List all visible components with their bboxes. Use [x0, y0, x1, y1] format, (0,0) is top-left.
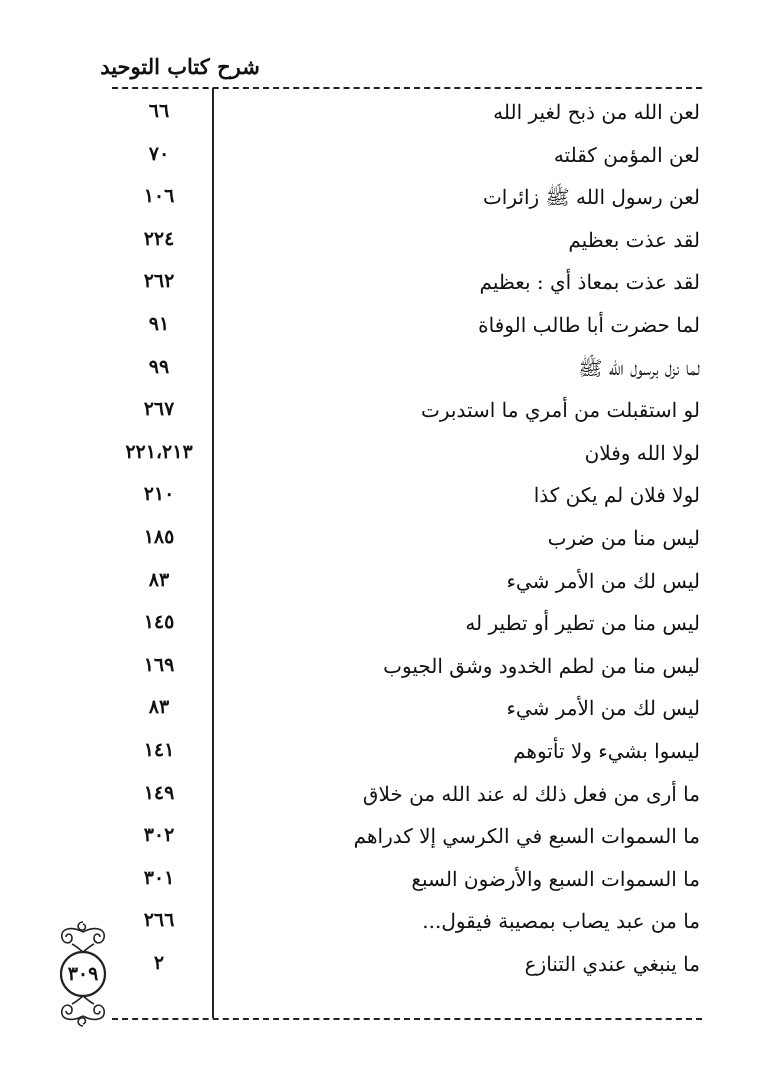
entry-text: ما ينبغي عندي التنازع: [524, 951, 700, 976]
entry-page-number: ٦٦: [148, 100, 170, 122]
page-header-title: شرح كتاب التوحيد: [100, 54, 260, 79]
entry-page-number: ١٠٦: [143, 185, 175, 208]
entry-text: ليس لك من الأمر شيء: [506, 568, 700, 593]
entry-text: ليس منا من ضرب: [547, 525, 700, 550]
page-number: ٣٠٩: [67, 963, 99, 985]
index-entry: [112, 220, 702, 263]
entry-page-number: ٧٠: [148, 142, 170, 165]
entry-page-number: ١٤٩: [143, 781, 175, 804]
entry-page-number: ٢٢٤: [143, 227, 175, 250]
index-entry: [112, 305, 702, 348]
entry-page-number: ٢١٠: [143, 483, 175, 506]
entry-page-number: ٨٣: [148, 568, 170, 591]
entry-page-number: ٩٩: [148, 355, 170, 378]
entry-text: لقد عذت بعظيم: [568, 227, 700, 252]
entry-text: لعن المؤمن كقلته: [553, 142, 700, 167]
entry-page-number: ٢٦٧: [143, 398, 175, 421]
index-entry: [112, 646, 702, 689]
entry-page-number: ٩١: [148, 312, 170, 335]
index-entry: [112, 518, 702, 561]
index-entry: [112, 92, 702, 135]
index-entry: [112, 475, 702, 518]
entry-page-number: ١٨٥: [143, 525, 175, 548]
index-entry: [112, 816, 702, 859]
entry-text: ما السموات السبع والأرضون السبع: [411, 866, 700, 891]
entry-text: ما السموات السبع في الكرسي إلا كدراهم: [353, 824, 700, 849]
index-entry: [112, 262, 702, 305]
entry-text: لولا فلان لم يكن كذا: [533, 483, 700, 508]
entry-text: ما من عبد يصاب بمصيبة فيقول...: [422, 909, 700, 934]
entry-page-number: ٨٣: [148, 696, 170, 719]
index-entry: [112, 177, 702, 220]
entry-page-number: ١٦٩: [143, 653, 175, 676]
index-entry: [112, 603, 702, 646]
index-entry: [112, 944, 702, 987]
entry-text: لما حضرت أبا طالب الوفاة: [478, 312, 700, 337]
entry-text: لما نزل برسول الله ﷺ: [578, 355, 700, 380]
entry-page-number: ١٤٥: [143, 611, 175, 634]
entry-page-number: ٢٦٦: [143, 909, 175, 932]
index-entry: [112, 561, 702, 604]
index-entry: [112, 390, 702, 433]
header-rule: [112, 87, 702, 89]
footer-rule: [112, 1018, 702, 1020]
page-number-ornament: [50, 918, 116, 1030]
index-entry: [112, 433, 702, 476]
entry-text: لعن الله من ذبح لغير الله: [493, 100, 700, 124]
entry-page-number: ٣٠١: [143, 866, 175, 889]
entry-text: ليسوا بشيء ولا تأتوهم: [513, 738, 700, 763]
entry-text: ليس لك من الأمر شيء: [506, 696, 700, 721]
index-entry: [112, 731, 702, 774]
index-entry: [112, 348, 702, 391]
index-entry: [112, 774, 702, 817]
index-list: [112, 92, 702, 986]
index-entry: [112, 688, 702, 731]
entry-page-number: ٢: [153, 951, 165, 974]
entry-text: لو استقبلت من أمري ما استدبرت: [421, 398, 700, 423]
entry-page-number: ٢٢١،٢١٣: [125, 440, 193, 463]
entry-page-number: ٣٠٢: [143, 824, 175, 847]
entry-text: لعن رسول الله ﷺ زائرات: [482, 185, 700, 210]
entry-text: ليس منا من تطير أو تطير له: [465, 611, 700, 636]
entry-page-number: ١٤١: [143, 738, 175, 761]
entry-page-number: ٢٦٢: [143, 270, 175, 293]
entry-text: ما أرى من فعل ذلك له عند الله من خلاق: [362, 781, 700, 806]
entry-text: لقد عذت بمعاذ أي : بعظيم: [479, 270, 700, 295]
entry-text: لولا الله وفلان: [584, 440, 700, 465]
entry-text: ليس منا من لطم الخدود وشق الجيوب: [383, 653, 700, 678]
index-entry: [112, 901, 702, 944]
index-entry: [112, 135, 702, 178]
index-entry: [112, 859, 702, 902]
